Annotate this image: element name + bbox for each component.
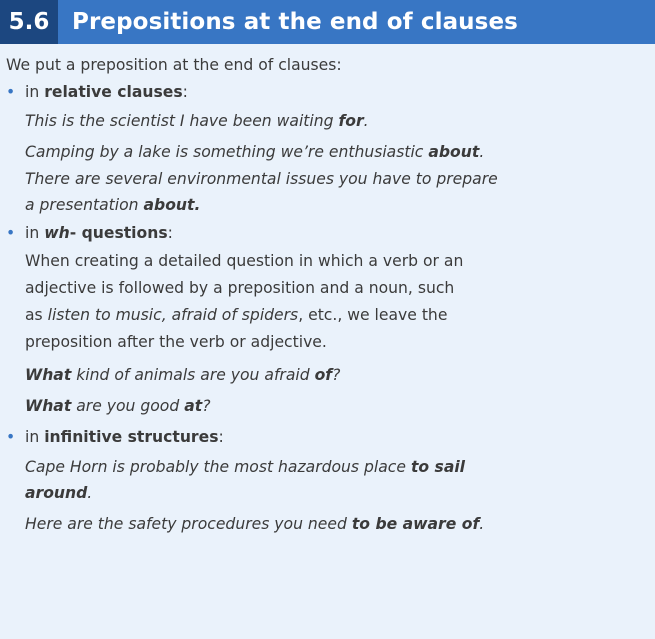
explanation-text: adjective is followed by a preposition and a noun, such [25,279,455,297]
example-sentence: Here are the safety procedures you need to be aware of. [25,515,485,533]
bullet-icon: • [6,224,16,242]
section-header [0,0,655,44]
explanation-text: When creating a detailed question in which a verb or an [25,252,464,270]
intro-text: We put a preposition at the end of clauses: [6,56,342,74]
section-number: 5.6 [0,0,58,44]
example-sentence: What kind of animals are you afraid of? [25,366,341,384]
example-sentence-continued: around. [25,484,93,502]
bullet-icon: • [6,83,16,101]
explanation-text: preposition after the verb or adjective. [25,333,327,351]
section-title: Prepositions at the end of clauses [72,9,518,35]
bullet-relative-clauses: • in relative clauses: [6,79,188,105]
bullet-wh-questions: • in wh- questions: [6,220,173,246]
bullet-term: wh [44,224,70,242]
example-sentence: Cape Horn is probably the most hazardous place to sail [25,458,466,476]
example-sentence: This is the scientist I have been waiting for. [25,112,369,130]
bullet-icon: • [6,428,16,446]
bullet-term: infinitive structures [44,428,219,446]
example-sentence: There are several environmental issues you have to prepare [25,170,498,188]
explanation-text: as listen to music, afraid of spiders, etc., we leave the [25,306,448,324]
bullet-infinitive-structures: • in infinitive structures: [6,424,224,450]
bullet-term: relative clauses [44,83,183,101]
example-sentence: Camping by a lake is something we’re enthusiastic about. [25,143,485,161]
example-sentence: What are you good at? [25,397,211,415]
example-sentence-continued: a presentation about. [25,196,201,214]
